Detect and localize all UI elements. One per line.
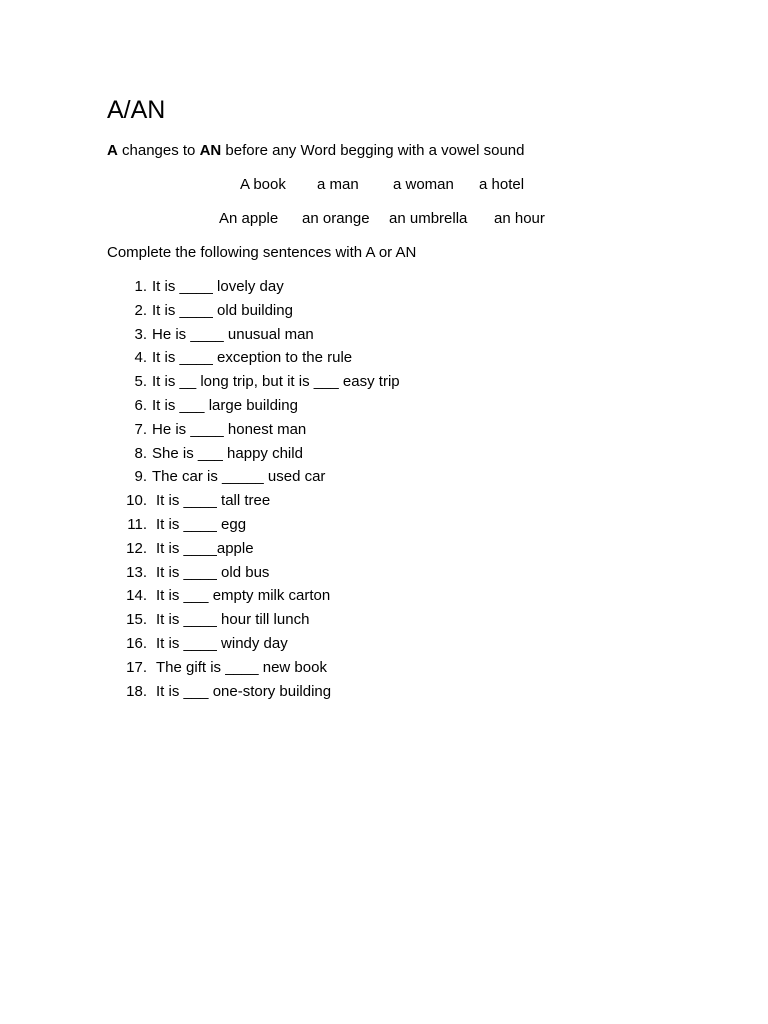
- example-a-item: a hotel: [479, 176, 525, 193]
- sentence-number: 14.: [126, 587, 147, 605]
- rule-word-an: AN: [199, 142, 222, 159]
- sentence-text: He is ____ unusual man: [152, 325, 314, 343]
- sentence-number: 2.: [134, 301, 147, 319]
- example-a-item: a man: [317, 176, 359, 193]
- sentence-text: It is ____ exception to the rule: [152, 349, 353, 367]
- sentence-text: It is ____ tall tree: [156, 492, 271, 510]
- example-a-item: a woman: [393, 176, 454, 193]
- sentence-text: It is __ long trip, but it is ___ easy trip: [152, 373, 400, 391]
- sentence-number: 9.: [134, 468, 147, 486]
- rule-rest-text: before any Word begging with a vowel sound: [221, 142, 525, 159]
- sentence-text: He is ____ honest man: [152, 420, 307, 438]
- sentence-text: It is ___ empty milk carton: [156, 587, 331, 605]
- examples-an-row: [0, 208, 768, 230]
- sentence-text: It is ____ hour till lunch: [156, 611, 310, 629]
- example-an-item: An apple: [219, 210, 279, 227]
- sentence-number: 8.: [134, 444, 147, 462]
- sentence-number: 10.: [126, 492, 147, 510]
- sentence-text: It is ____ old bus: [156, 563, 270, 581]
- sentence-number: 7.: [134, 420, 147, 438]
- sentence-text: It is ____ windy day: [156, 634, 288, 652]
- sentence-text: It is ___ large building: [152, 396, 298, 414]
- sentence-text: It is ____ old building: [152, 301, 293, 319]
- rule-middle-text: changes to: [117, 142, 200, 159]
- sentence-number: 11.: [127, 515, 147, 533]
- rule-statement: [107, 140, 525, 162]
- sentence-number: 4.: [134, 349, 147, 367]
- sentence-text: It is ____ lovely day: [152, 278, 284, 295]
- sentence-text: It is ____ egg: [156, 515, 247, 533]
- sentence-text: She is ___ happy child: [152, 444, 303, 462]
- sentence-number: 1.: [134, 278, 147, 295]
- example-an-item: an hour: [494, 210, 545, 227]
- sentence-number: 18.: [126, 682, 147, 700]
- rule-word-a: A: [107, 142, 118, 159]
- sentence-number: 3.: [134, 325, 147, 343]
- sentence-text: The car is _____ used car: [152, 468, 326, 486]
- page-title: A/AN: [107, 96, 166, 124]
- examples-a-row: [0, 174, 768, 196]
- example-an-item: an orange: [302, 210, 370, 227]
- sentence-number: 5.: [134, 373, 147, 391]
- sentence-number: 16.: [126, 634, 147, 652]
- sentence-number: 17.: [126, 658, 147, 676]
- sentence-number: 12.: [126, 539, 147, 557]
- sentence-number: 15.: [126, 611, 147, 629]
- instruction-text: Complete the following sentences with A or AN: [107, 244, 417, 261]
- sentence-number: 6.: [134, 396, 147, 414]
- sentence-text: It is ____apple: [156, 539, 254, 557]
- sentence-text: The gift is ____ new book: [156, 658, 327, 676]
- example-a-item: A book: [240, 176, 286, 193]
- sentence-text: It is ___ one-story building: [156, 682, 332, 700]
- example-an-item: an umbrella: [389, 210, 468, 227]
- sentence-number: 13.: [126, 563, 147, 581]
